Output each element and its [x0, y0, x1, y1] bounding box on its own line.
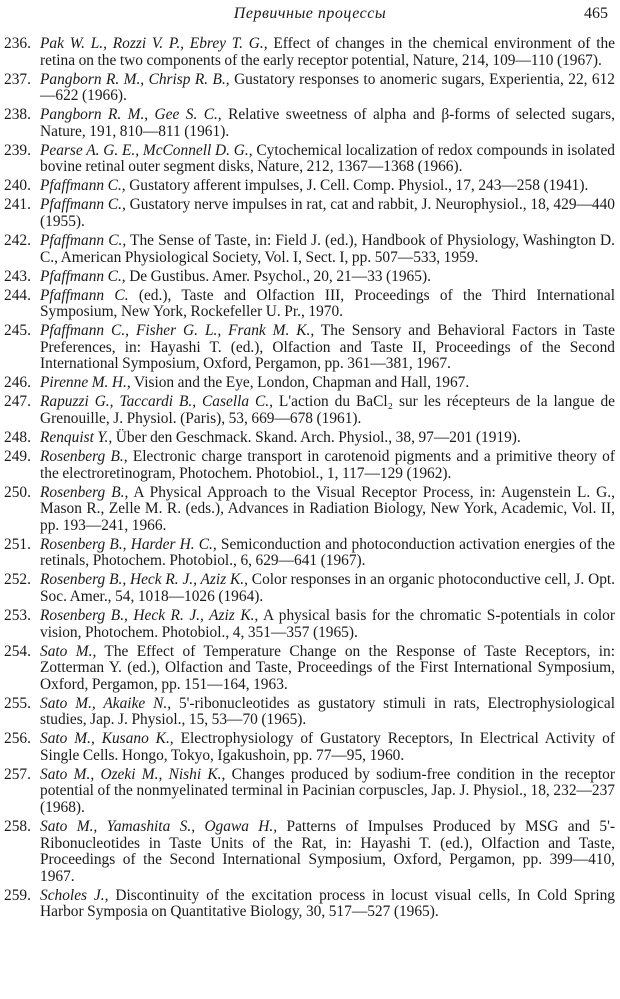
- reference-number: 241.: [4, 196, 31, 214]
- reference-authors: Rosenberg B.,: [40, 483, 129, 501]
- reference-item: [4, 143, 615, 176]
- page-number: 465: [584, 5, 608, 22]
- reference-text: (ed.), Taste and Olfaction III, Proceedings of the Third International Symposium, New York, Rockefeller U. Pr., 1970.: [40, 286, 615, 321]
- reference-authors: Scholes J.,: [40, 886, 109, 904]
- reference-text: Vision and the Eye, London, Chapman and Hall, 1967.: [130, 374, 470, 392]
- reference-text: Patterns of Impulses Produced by MSG and 5'-Ribonucleotides in Taste Units of the Rat, in: Hayashi T. (ed.), Olfaction and Taste, Proceedings of the Second International Symposium, Oxford, Pergamon, pp. 399—410, 1967.: [40, 818, 615, 885]
- reference-text: A physical basis for the chromatic S-potentials in color vision, Photochem. Photobiol., 4, 351—357 (1965).: [40, 607, 616, 641]
- reference-authors: Rosenberg B.,: [40, 448, 128, 466]
- reference-number: 248.: [4, 429, 31, 447]
- reference-authors: Sato M., Ozeki M., Nishi K.,: [40, 765, 226, 783]
- reference-number: 236.: [4, 35, 31, 52]
- reference-item: [4, 394, 615, 427]
- reference-authors: Sato M.,: [40, 642, 97, 660]
- reference-item: [4, 696, 615, 729]
- reference-text: 5'-ribonucleotides as gustatory stimuli in rats, Electrophysiological studies, Jap. J. Physiol., 15, 53—70 (1965).: [40, 694, 615, 729]
- reference-number: 247.: [4, 393, 31, 411]
- reference-authors: Sato M., Kusano K.,: [40, 730, 174, 748]
- reference-text: Relative sweetness of alpha and β-forms of selected sugars, Nature, 191, 810—811 (1961).: [40, 106, 615, 140]
- reference-authors: Pangborn R. M., Gee S. C.,: [40, 106, 222, 124]
- reference-number: 255.: [4, 694, 31, 712]
- reference-item: [4, 288, 615, 321]
- reference-text: Gustatory afferent impulses, J. Cell. Comp. Physiol., 17, 243—258 (1941).: [125, 177, 589, 195]
- reference-number: 243.: [4, 267, 31, 285]
- reference-item: [4, 197, 615, 230]
- reference-text: Semiconduction and photoconduction activation energies of the retinals, Photochem. Photobiol., 6, 629—641 (1967).: [40, 535, 615, 570]
- reference-number: 249.: [4, 448, 31, 466]
- reference-item: [4, 449, 615, 482]
- reference-number: 253.: [4, 607, 31, 624]
- reference-item: [4, 767, 615, 817]
- reference-item: [4, 323, 615, 373]
- reference-item: [4, 888, 615, 921]
- reference-number: 238.: [4, 106, 31, 124]
- reference-text: Cytochemical localization of redox compounds in isolated bovine retinal outer segment disks, Nature, 212, 1367—1368 (1966).: [40, 141, 615, 176]
- reference-item: [4, 107, 615, 140]
- reference-item: [4, 731, 615, 764]
- reference-item: [4, 644, 615, 694]
- reference-text: Electronic charge transport in carotenoid pigments and a primitive theory of the electroretinogram, Photochem. Photobiol., 1, 117—129 (1962).: [40, 448, 615, 482]
- reference-item: [4, 572, 615, 605]
- reference-authors: Rosenberg B., Heck R. J., Aziz K.,: [40, 607, 259, 624]
- reference-number: 237.: [4, 70, 31, 88]
- reference-item: [4, 375, 615, 392]
- reference-item: [4, 72, 615, 105]
- reference-item: [4, 608, 615, 641]
- reference-text: Gustatory nerve impulses in rat, cat and rabbit, J. Neurophysiol., 18, 429—440 (1955).: [40, 196, 615, 230]
- reference-number: 254.: [4, 642, 31, 660]
- reference-text: Discontinuity of the excitation process in locust visual cells, In Cold Spring Harbor Symposia on Quantitative Biology, 30, 517—527 (1965).: [40, 886, 615, 921]
- reference-authors: Pearse A. G. E., McConnell D. G.,: [40, 141, 253, 159]
- reference-text: Gustatory responses to anomeric sugars, Experientia, 22, 612—622 (1966).: [40, 70, 615, 105]
- reference-authors: Rosenberg B., Harder H. C.,: [40, 535, 217, 553]
- reference-number: 246.: [4, 374, 31, 392]
- reference-authors: Rapuzzi G., Taccardi B., Casella C.,: [40, 393, 273, 411]
- reference-item: [4, 430, 615, 447]
- reference-text: L'action du BaCl₂ sur les récepteurs de la langue de Grenouille, J. Physiol. (Paris), 53, 669—678 (1961).: [40, 393, 615, 427]
- reference-item: [4, 537, 615, 570]
- reference-text: Effect of changes in the chemical environment of the retina on the two components of the early receptor potential, Nature, 214, 109—110 (1967).: [40, 35, 616, 69]
- reference-authors: Pangborn R. M., Chrisp R. B.,: [40, 70, 230, 88]
- reference-number: 244.: [4, 286, 31, 304]
- reference-item: [4, 36, 615, 69]
- reference-text: The Sense of Taste, in: Field J. (ed.), Handbook of Physiology, Washington D. C., American Physiological Society, Vol. I, Sect. I, pp. 507—533, 1959.: [40, 232, 615, 266]
- reference-text: A Physical Approach to the Visual Receptor Process, in: Augenstein L. G., Mason R., Zelle M. R. (eds.), Advances in Radiation Biology, New York, Academic, Vol. II, pp. 193—241, 1966.: [40, 483, 615, 534]
- reference-authors: Renquist Y.,: [40, 429, 113, 447]
- reference-authors: Pfaffmann C., Fisher G. L., Frank M. K.,: [40, 322, 315, 340]
- reference-number: 242.: [4, 232, 31, 250]
- reference-item: [4, 819, 615, 885]
- reference-authors: Pfaffmann C.,: [40, 232, 127, 250]
- reference-authors: Pak W. L., Rozzi V. P., Ebrey T. G.,: [40, 35, 268, 52]
- reference-number: 251.: [4, 535, 31, 553]
- reference-item: [4, 485, 615, 535]
- reference-authors: Pfaffmann C.,: [40, 196, 126, 214]
- reference-text: The Effect of Temperature Change on the Response of Taste Receptors, in: Zotterman Y. (ed.), Olfaction and Taste, Proceedings of the First International Symposium, Oxford, Pergamon, pp. 151—164, 1963.: [40, 642, 615, 693]
- reference-item: [4, 178, 615, 195]
- reference-authors: Pirenne M. H.,: [40, 374, 131, 392]
- reference-number: 256.: [4, 730, 31, 748]
- reference-authors: Rosenberg B., Heck R. J., Aziz K.,: [40, 571, 248, 589]
- reference-item: [4, 269, 615, 286]
- reference-authors: Pfaffmann C.: [40, 286, 129, 304]
- reference-text: Changes produced by sodium-free condition in the receptor potential of the nonmyelinated terminal in Pacinian corpuscles, Jap. J. Physiol., 18, 232—237 (1968).: [40, 765, 615, 817]
- reference-authors: Pfaffmann C.,: [40, 177, 126, 195]
- reference-number: 258.: [4, 818, 31, 836]
- reference-number: 257.: [4, 765, 31, 783]
- reference-number: 252.: [4, 571, 31, 589]
- reference-number: 250.: [4, 483, 31, 501]
- reference-text: Color responses in an organic photoconductive cell, J. Opt. Soc. Amer., 54, 1018—1026 (1964).: [40, 571, 616, 605]
- reference-item: [4, 233, 615, 266]
- page-header: [0, 0, 620, 28]
- reference-text: The Sensory and Behavioral Factors in Taste Preferences, in: Hayashi T. (ed.), Olfaction and Taste II, Proceedings of the Second International Symposium, Oxford, Pergamon, pp. 361—381, 1967.: [40, 322, 616, 373]
- reference-text: Über den Geschmack. Skand. Arch. Physiol., 38, 97—201 (1919).: [112, 429, 521, 447]
- reference-number: 259.: [4, 886, 31, 904]
- reference-authors: Pfaffmann C.,: [40, 267, 126, 285]
- reference-authors: Sato M., Yamashita S., Ogawa H.,: [40, 818, 278, 836]
- reference-authors: Sato M., Akaike N.,: [40, 694, 172, 712]
- reference-list: [4, 36, 615, 923]
- reference-number: 245.: [4, 322, 31, 340]
- reference-number: 240.: [4, 177, 31, 195]
- reference-text: De Gustibus. Amer. Psychol., 20, 21—33 (1965).: [125, 267, 431, 285]
- running-title: Первичные процессы: [233, 5, 387, 22]
- reference-number: 239.: [4, 141, 31, 159]
- reference-text: Electrophysiology of Gustatory Receptors, In Electrical Activity of Single Cells. Hongo, Tokyo, Igakushoin, pp. 77—95, 1960.: [40, 730, 615, 764]
